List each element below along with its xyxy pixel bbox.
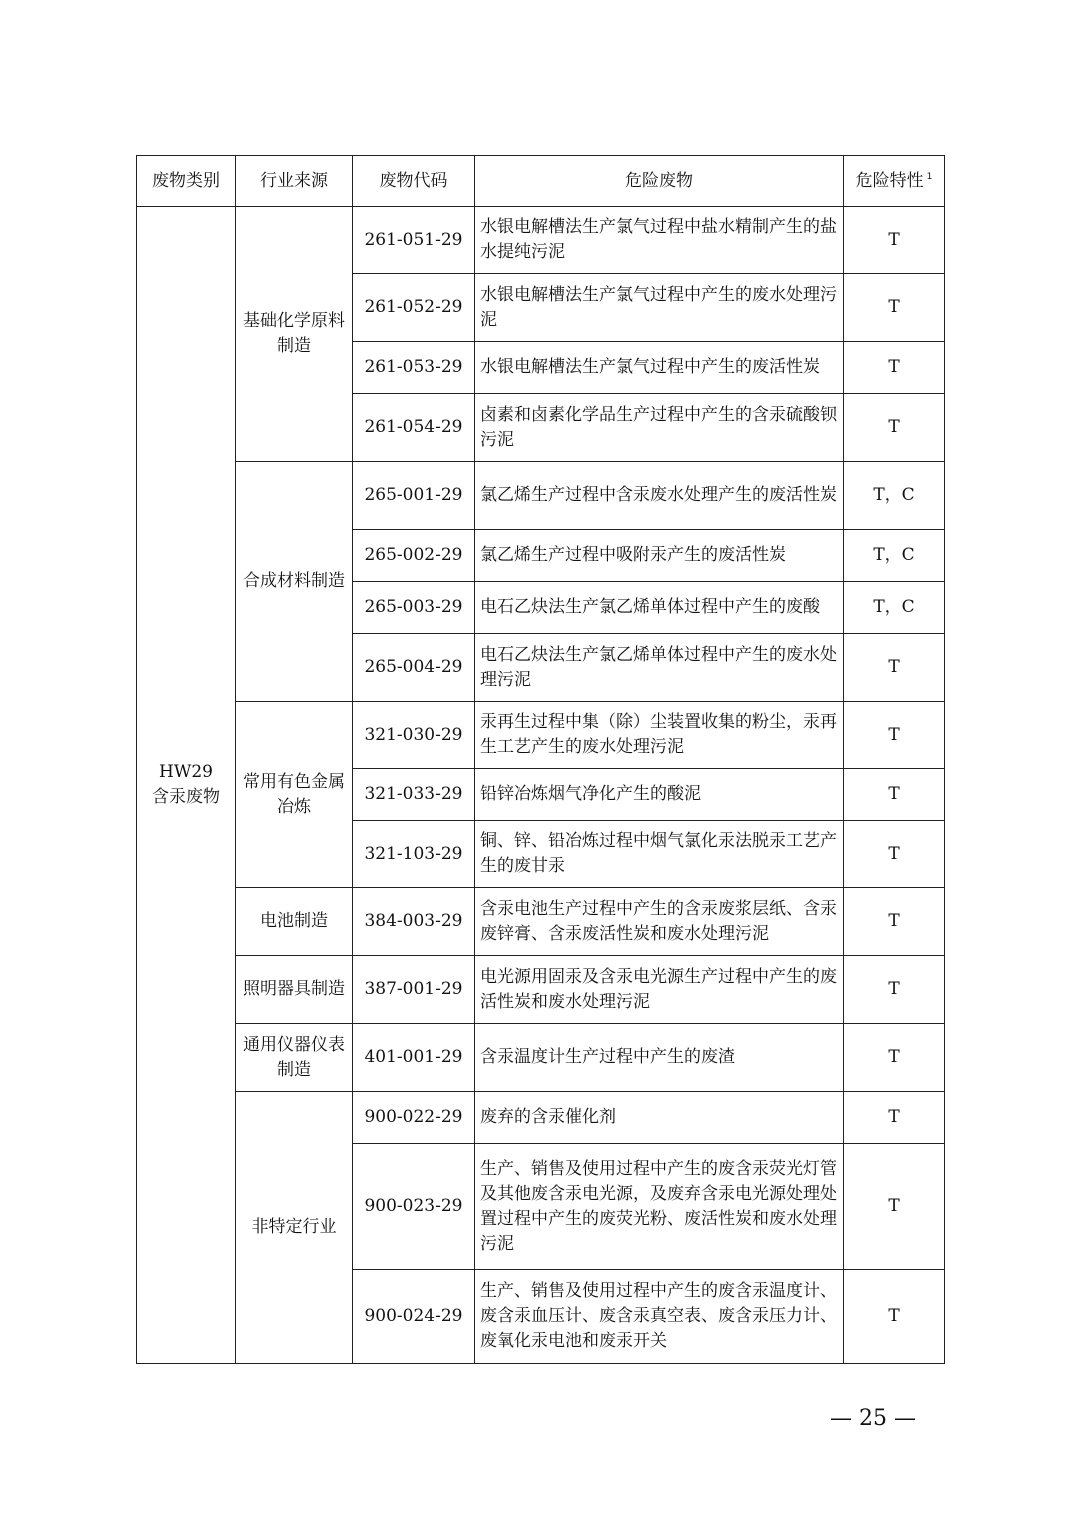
hazard-cell: T [844,888,945,956]
code-cell: 261-051-29 [353,207,475,274]
table-row [137,702,945,769]
code-cell: 900-022-29 [353,1092,475,1144]
hazard-cell: T，C [844,462,945,530]
category-cell [137,207,236,1364]
category-name: 含汞废物 [152,787,220,807]
code-cell: 387-001-29 [353,956,475,1024]
hazard-cell: T [844,394,945,462]
table-row [137,956,945,1024]
waste-cell: 氯乙烯生产过程中吸附汞产生的废活性炭 [475,530,844,582]
industry-cell: 照明器具制造 [236,956,353,1024]
hazard-cell: T [844,1092,945,1144]
hazard-cell: T [844,274,945,342]
code-cell: 900-023-29 [353,1144,475,1270]
waste-cell: 含汞温度计生产过程中产生的废渣 [475,1024,844,1092]
hazard-cell: T [844,821,945,888]
page-number: — 25 — [830,1406,916,1431]
waste-cell: 氯乙烯生产过程中含汞废水处理产生的废活性炭 [475,462,844,530]
waste-cell: 卤素和卤素化学品生产过程中产生的含汞硫酸钡污泥 [475,394,844,462]
waste-cell: 电石乙炔法生产氯乙烯单体过程中产生的废水处理污泥 [475,634,844,702]
industry-cell: 基础化学原料制造 [236,207,353,462]
waste-cell: 生产、销售及使用过程中产生的废含汞荧光灯管及其他废含汞电光源，及废弃含汞电光源处理处置过程中产生的废荧光粉、废活性炭和废水处理污泥 [475,1144,844,1270]
hazard-cell: T [844,634,945,702]
header-code: 废物代码 [353,156,475,207]
footnote-marker: 1 [926,171,933,182]
waste-cell: 水银电解槽法生产氯气过程中盐水精制产生的盐水提纯污泥 [475,207,844,274]
industry-cell: 通用仪器仪表制造 [236,1024,353,1092]
waste-cell: 含汞电池生产过程中产生的含汞废浆层纸、含汞废锌膏、含汞废活性炭和废水处理污泥 [475,888,844,956]
header-hazard-label: 危险特性 [855,170,924,191]
category-code: HW29 [159,762,213,782]
code-cell: 384-003-29 [353,888,475,956]
code-cell: 321-103-29 [353,821,475,888]
hazard-cell: T [844,342,945,394]
waste-cell: 水银电解槽法生产氯气过程中产生的废活性炭 [475,342,844,394]
table-row [137,1092,945,1144]
hazard-cell: T [844,956,945,1024]
hazard-cell: T [844,207,945,274]
code-cell: 261-052-29 [353,274,475,342]
code-cell: 321-030-29 [353,702,475,769]
code-cell: 265-002-29 [353,530,475,582]
waste-cell: 铅锌冶炼烟气净化产生的酸泥 [475,769,844,821]
hazard-cell: T [844,769,945,821]
header-hazard [844,156,945,207]
table-row [137,207,945,274]
code-cell: 261-054-29 [353,394,475,462]
waste-cell: 废弃的含汞催化剂 [475,1092,844,1144]
industry-cell: 合成材料制造 [236,462,353,702]
industry-cell: 电池制造 [236,888,353,956]
code-cell: 265-003-29 [353,582,475,634]
hazard-cell: T [844,1024,945,1092]
table-row [137,1024,945,1092]
hazard-cell: T，C [844,530,945,582]
header-industry: 行业来源 [236,156,353,207]
industry-cell: 非特定行业 [236,1092,353,1364]
waste-cell: 电石乙炔法生产氯乙烯单体过程中产生的废酸 [475,582,844,634]
hazard-cell: T [844,1144,945,1270]
hazard-cell: T，C [844,582,945,634]
header-category: 废物类别 [137,156,236,207]
table-row [137,888,945,956]
table-row [137,462,945,530]
industry-cell: 常用有色金属冶炼 [236,702,353,888]
code-cell: 265-004-29 [353,634,475,702]
header-row [137,156,945,207]
waste-cell: 汞再生过程中集（除）尘装置收集的粉尘，汞再生工艺产生的废水处理污泥 [475,702,844,769]
waste-cell: 电光源用固汞及含汞电光源生产过程中产生的废活性炭和废水处理污泥 [475,956,844,1024]
code-cell: 321-033-29 [353,769,475,821]
hazard-cell: T [844,1270,945,1364]
waste-cell: 铜、锌、铅冶炼过程中烟气氯化汞法脱汞工艺产生的废甘汞 [475,821,844,888]
waste-cell: 水银电解槽法生产氯气过程中产生的废水处理污泥 [475,274,844,342]
code-cell: 265-001-29 [353,462,475,530]
code-cell: 900-024-29 [353,1270,475,1364]
hazardous-waste-table [136,155,945,1364]
hazard-cell: T [844,702,945,769]
header-waste: 危险废物 [475,156,844,207]
code-cell: 401-001-29 [353,1024,475,1092]
code-cell: 261-053-29 [353,342,475,394]
waste-cell: 生产、销售及使用过程中产生的废含汞温度计、废含汞血压计、废含汞真空表、废含汞压力计、废氧化汞电池和废汞开关 [475,1270,844,1364]
